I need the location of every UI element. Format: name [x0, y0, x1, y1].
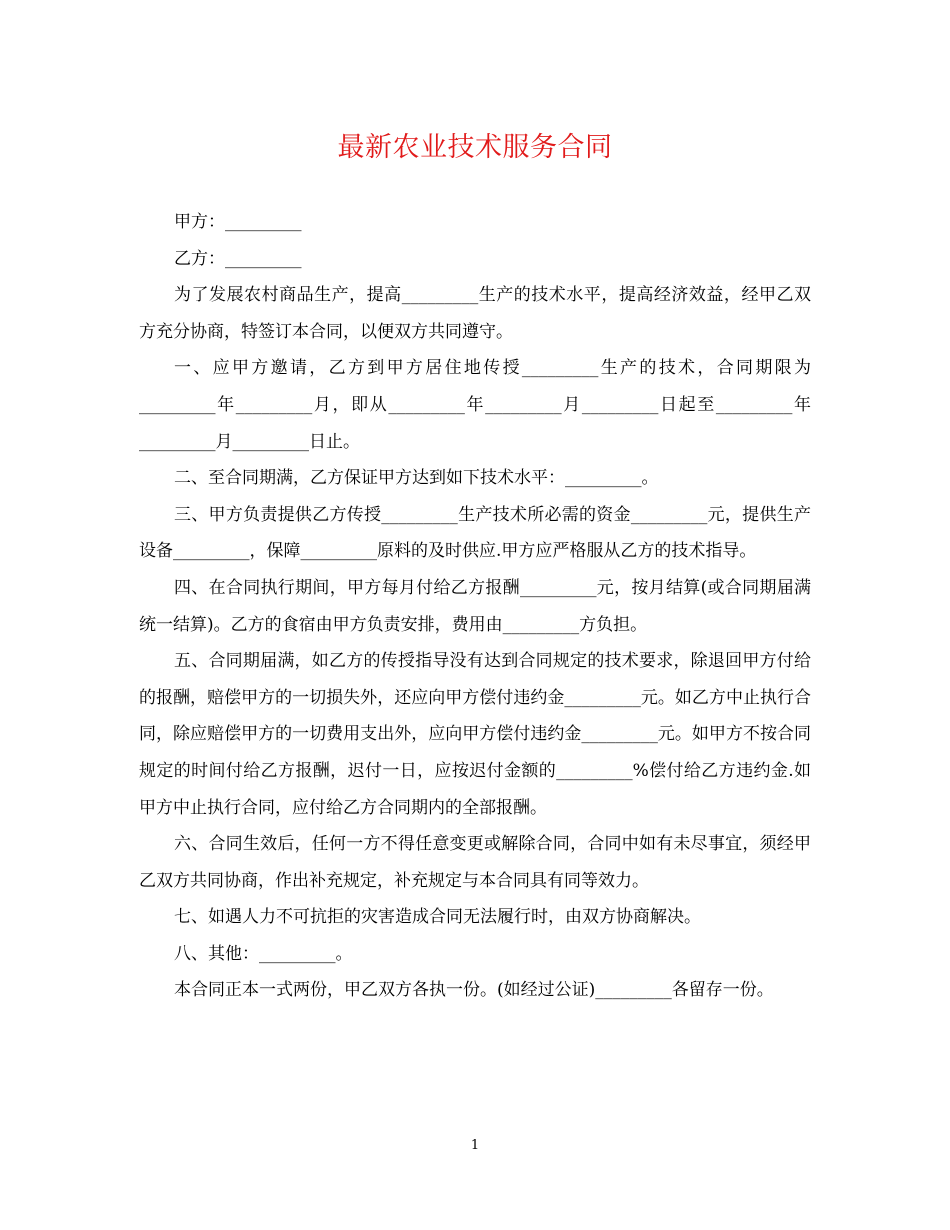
clause-8: 八、其他：_________。: [174, 943, 353, 964]
clause-4: 四、在合同执行期间，甲方每月付给乙方报酬_________元，按月结算(或合同期届满统一结算)。乙方的食宿由甲方负责安排，费用由_________方负担。: [139, 577, 811, 635]
document-title: 最新农业技术服务合同: [337, 132, 613, 163]
party-b-line: 乙方：_________: [174, 248, 302, 269]
preamble-paragraph: 为了发展农村商品生产，提高_________生产的技术水平，提高经济效益，经甲乙双方充分协商，特签订本合同，以便双方共同遵守。: [139, 285, 811, 342]
copies-paragraph: 本合同正本一式两份，甲乙双方各执一份。(如经过公证)_________各留存一份。: [174, 980, 774, 1001]
clause-7: 七、如遇人力不可抗拒的灾害造成合同无法履行时，由双方协商解决。: [174, 907, 701, 928]
party-a-line: 甲方：_________: [174, 212, 302, 232]
clause-5: 五、合同期届满，如乙方的传授指导没有达到合同规定的技术要求，除退回甲方付给的报酬，赔偿甲方的一切损失外，还应向甲方偿付违约金_________元。如乙方中止执行合同，除应赔偿甲方的一切费用支出外，应向甲方偿付违约金_________元。如甲方不按合同规定的时间付给乙方报酬，迟付一日，应按迟付金额的_________%偿付给乙方违约金.如甲方中止执行合同，应付给乙方合同期内的全部报酬。: [139, 651, 811, 818]
clause-1: 一、应甲方邀请，乙方到甲方居住地传授_________生产的技术，合同期限为_________年_________月，即从_________年_________月_________日起至_________年_________月_________日止。: [139, 358, 811, 452]
contract-body: [139, 204, 811, 1009]
page-number: 1: [470, 1138, 480, 1153]
clause-2: 二、至合同期满，乙方保证甲方达到如下技术水平：_________。: [174, 468, 659, 489]
clause-3: 三、甲方负责提供乙方传授_________生产技术所必需的资金_________元，提供生产设备_________，保障_________原料的及时供应.甲方应严格服从乙方的技术指导。: [139, 504, 811, 562]
clause-6: 六、合同生效后，任何一方不得任意变更或解除合同，合同中如有未尽事宜，须经甲乙双方共同协商，作出补充规定，补充规定与本合同具有同等效力。: [139, 834, 811, 891]
